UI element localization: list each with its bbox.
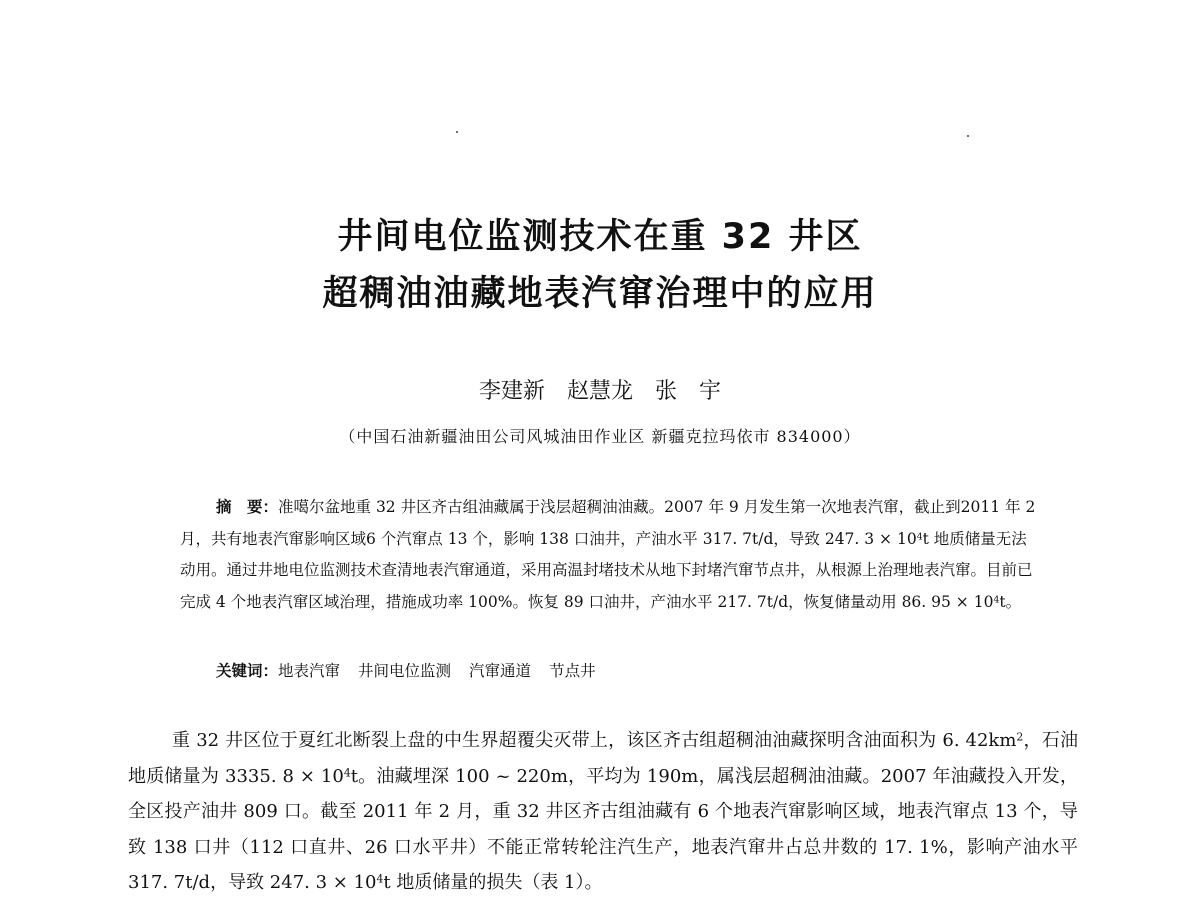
author-name: 张 宇	[655, 379, 722, 404]
author-list	[0, 377, 1200, 407]
keyword: 节点井	[549, 662, 596, 680]
body-paragraph	[128, 723, 1078, 901]
body-text-segment: 重 32 井区位于夏红北断裂上盘的中生界超覆尖灭带上，该区齐古组超稠油油藏探明含油面积为 6. 42km	[172, 730, 1017, 751]
superscript: 4	[343, 766, 351, 780]
abstract-text: t 地质储量无法动用。通过井地电位监测技术查清地表汽窜通道，采用高温封堵技术从地下封堵汽窜节点井，从根源上治理地表汽窜。目前已完成 4 个地表汽窜区域治理，措施成功率 100%。恢复 89 口油井，产油水平 217. 7t/d，恢复储量动用 86. 95 × 10	[180, 529, 1033, 611]
author-name: 李建新	[478, 379, 545, 404]
body-text-segment: ，石油地质储量为 3335. 8 × 10	[128, 730, 1079, 787]
superscript: 4	[916, 530, 923, 542]
author-affiliation: （中国石油新疆油田公司风城油田作业区 新疆克拉玛依市 834000）	[339, 427, 861, 446]
keywords-block	[216, 657, 1036, 685]
abstract-paragraph	[180, 492, 1040, 618]
scan-speck	[967, 135, 969, 137]
superscript: 4	[376, 872, 384, 886]
keyword: 井间电位监测	[358, 662, 452, 680]
paper-title-line1: 井间电位监测技术在重 32 井区	[337, 217, 863, 257]
keyword: 地表汽窜	[278, 662, 341, 680]
superscript: 2	[1016, 730, 1024, 744]
author-name: 赵慧龙	[566, 379, 633, 404]
scan-speck	[456, 131, 458, 133]
abstract-block	[180, 492, 1040, 618]
paper-title-line2: 超稠油油藏地表汽窜治理中的应用	[322, 274, 878, 314]
body-text	[128, 723, 1078, 901]
abstract-label: 摘 要：	[216, 498, 279, 516]
body-text-segment: t。油藏埋深 100 ~ 220m，平均为 190m，属浅层超稠油油藏。2007 年油藏投入开发，全区投产油井 809 口。截至 2011 年 2 月，重 32 井区齐古组油藏有 6 个地表汽窜影响区域，地表汽窜点 13 个，导致 138 口井（112 口直井、26 口水平井）不能正常转轮注汽生产，地表汽窜井占总井数的 17. 1%，影响产油水平 317. 7t/d，导致 247. 3 × 10	[128, 765, 1078, 893]
superscript: 4	[993, 593, 1000, 605]
abstract-text: t。	[999, 592, 1022, 611]
body-text-segment: t 地质储量的损失（表 1）。	[383, 872, 603, 893]
keyword: 汽窜通道	[469, 662, 532, 680]
abstract-text: 准噶尔盆地重 32 井区齐古组油藏属于浅层超稠油油藏。2007 年 9 月发生第一次地表汽窜，截止到2011 年 2 月，共有地表汽窜影响区域6 个汽窜点 13 个，影响 138 口油井，产油水平 317. 7t/d，导致 247. 3 × 10	[180, 498, 1036, 548]
keywords-label: 关键词：	[216, 662, 279, 680]
